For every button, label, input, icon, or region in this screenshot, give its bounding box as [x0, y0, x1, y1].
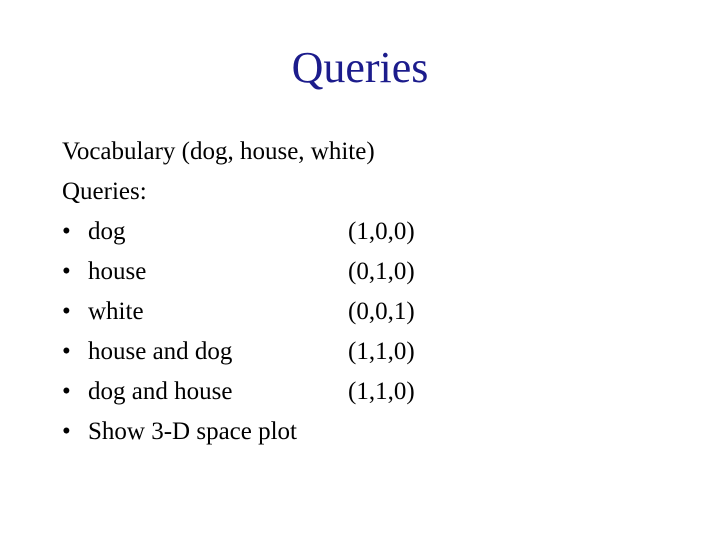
- bullet-icon: •: [62, 258, 71, 285]
- query-vector: (0,0,1): [348, 298, 415, 325]
- query-vector: (1,0,0): [348, 218, 415, 245]
- query-vector: (1,1,0): [348, 378, 415, 405]
- bullet-icon: •: [62, 218, 71, 245]
- queries-heading: Queries:: [62, 178, 147, 205]
- bullet-icon: •: [62, 298, 71, 325]
- bullet-icon: •: [62, 418, 71, 445]
- query-item-house: [62, 252, 662, 292]
- slide-title: Queries: [291, 43, 429, 92]
- query-item-dog-and-house: [62, 372, 662, 412]
- query-label: house: [88, 258, 147, 285]
- query-label: dog and house: [88, 378, 233, 405]
- query-item-dog: [62, 212, 662, 252]
- query-vector: (0,1,0): [348, 258, 415, 285]
- query-item-white: [62, 292, 662, 332]
- query-label: house and dog: [88, 338, 233, 365]
- query-item-show-plot: [62, 412, 662, 452]
- query-label: Show 3-D space plot: [88, 418, 297, 445]
- bullet-icon: •: [62, 338, 71, 365]
- query-label: dog: [88, 218, 126, 245]
- query-vector: (1,1,0): [348, 338, 415, 365]
- slide-content: [62, 132, 662, 452]
- vocabulary-line: Vocabulary (dog, house, white): [62, 138, 375, 165]
- bullet-icon: •: [62, 378, 71, 405]
- query-item-house-and-dog: [62, 332, 662, 372]
- query-label: white: [88, 298, 144, 325]
